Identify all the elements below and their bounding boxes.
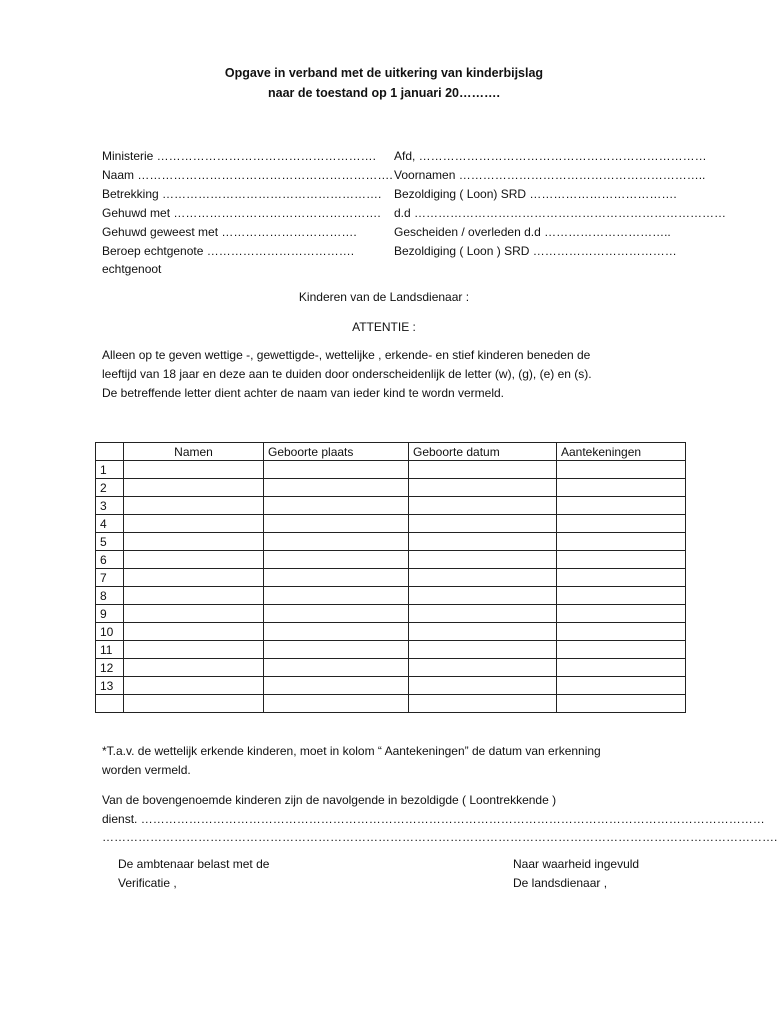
row-number: 11 [96,641,124,659]
cell-namen[interactable] [124,497,264,515]
note-line-1: *T.a.v. de wettelijk erkende kinderen, moet in kolom “ Aantekeningen” de datum van erkenning [102,744,601,758]
cell-namen[interactable] [124,623,264,641]
cell-geboorte-datum[interactable] [409,533,557,551]
cell-namen[interactable] [124,695,264,713]
cell-aantekeningen[interactable] [557,515,686,533]
table-row [96,695,686,713]
table-row [96,623,686,641]
cell-aantekeningen[interactable] [557,641,686,659]
cell-aantekeningen[interactable] [557,695,686,713]
cell-geboorte-datum[interactable] [409,695,557,713]
note-line-2: worden vermeld. [102,763,191,777]
table-header-row [96,443,686,461]
signature-left-line-2: Verificatie , [118,876,177,890]
cell-namen[interactable] [124,641,264,659]
row-number: 9 [96,605,124,623]
cell-geboorte-plaats[interactable] [264,623,409,641]
cell-geboorte-plaats[interactable] [264,605,409,623]
cell-aantekeningen[interactable] [557,659,686,677]
field-beroep-echtgenote: Beroep echtgenote ………………………………. [102,244,355,258]
field-betrekking: Betrekking ………………………………………………. [102,187,382,201]
cell-namen[interactable] [124,479,264,497]
cell-aantekeningen[interactable] [557,587,686,605]
table-row [96,677,686,695]
cell-geboorte-datum[interactable] [409,605,557,623]
cell-aantekeningen[interactable] [557,551,686,569]
cell-geboorte-plaats[interactable] [264,587,409,605]
row-number: 4 [96,515,124,533]
cell-geboorte-plaats[interactable] [264,641,409,659]
row-number: 1 [96,461,124,479]
field-naam: Naam ………………………………………………………. [102,168,393,182]
cell-geboorte-datum[interactable] [409,623,557,641]
cell-geboorte-plaats[interactable] [264,659,409,677]
signature-right-line-1: Naar waarheid ingevuld [513,857,640,871]
cell-geboorte-plaats[interactable] [264,479,409,497]
cell-aantekeningen[interactable] [557,479,686,497]
paid-line-1: Van de bovengenoemde kinderen zijn de navolgende in bezoldigde ( Loontrekkende ) [102,793,557,807]
table-row [96,479,686,497]
table-row [96,659,686,677]
cell-aantekeningen[interactable] [557,497,686,515]
cell-geboorte-plaats[interactable] [264,569,409,587]
cell-aantekeningen[interactable] [557,623,686,641]
row-number: 12 [96,659,124,677]
row-number: 6 [96,551,124,569]
row-number: 13 [96,677,124,695]
table-row [96,461,686,479]
table-row [96,641,686,659]
signature-right-line-2: De landsdienaar , [513,876,608,890]
field-ministerie: Ministerie ………………………………………………. [102,149,377,163]
header-namen: Namen [124,443,264,461]
field-gescheiden-overleden: Gescheiden / overleden d.d ………………………….. [394,225,671,239]
cell-geboorte-plaats[interactable] [264,677,409,695]
table-row [96,533,686,551]
paid-line-3: ……………………………………………………………………………………………………………………………………………………. [102,830,777,844]
table-row [96,605,686,623]
cell-aantekeningen[interactable] [557,461,686,479]
paid-line-2: dienst. ………………………………………………………………………………………………………………………………………… [102,812,765,826]
cell-namen[interactable] [124,659,264,677]
row-number: 8 [96,587,124,605]
cell-geboorte-datum[interactable] [409,677,557,695]
field-afd: Afd, ……………………………………………………………… [394,149,707,163]
field-bezoldiging-2: Bezoldiging ( Loon ) SRD ……………………………… [394,244,677,258]
header-geboorte-datum: Geboorte datum [409,443,557,461]
header-number [96,443,124,461]
cell-geboorte-plaats[interactable] [264,695,409,713]
cell-namen[interactable] [124,569,264,587]
field-gehuwd-geweest-met: Gehuwd geweest met ……………………………. [102,225,357,239]
header-aantekeningen: Aantekeningen [557,443,686,461]
instruction-line-3: De betreffende letter dient achter de naam van ieder kind te wordn vermeld. [102,386,505,400]
children-heading: Kinderen van de Landsdienaar : [298,290,470,304]
table-row [96,569,686,587]
field-dd: d.d …………………………………………………………………… [394,206,727,220]
cell-geboorte-datum[interactable] [409,659,557,677]
form-subtitle: naar de toestand op 1 januari 20………. [267,86,500,100]
field-gehuwd-met: Gehuwd met ……………………………………………. [102,206,381,220]
row-number: 3 [96,497,124,515]
cell-geboorte-plaats[interactable] [264,497,409,515]
cell-geboorte-datum[interactable] [409,479,557,497]
cell-geboorte-datum[interactable] [409,461,557,479]
cell-geboorte-datum[interactable] [409,587,557,605]
cell-geboorte-datum[interactable] [409,497,557,515]
field-bezoldiging-1: Bezoldiging ( Loon) SRD ………………………………. [394,187,677,201]
cell-namen[interactable] [124,461,264,479]
cell-geboorte-datum[interactable] [409,551,557,569]
cell-aantekeningen[interactable] [557,605,686,623]
table-row [96,587,686,605]
header-geboorte-plaats: Geboorte plaats [264,443,409,461]
cell-geboorte-datum[interactable] [409,515,557,533]
field-voornamen: Voornamen …………………………………………………….. [394,168,706,182]
cell-aantekeningen[interactable] [557,677,686,695]
instruction-line-1: Alleen op te geven wettige -, gewettigde-, wettelijke , erkende- en stief kinderen beneden de [102,348,591,362]
table-row [96,497,686,515]
cell-namen[interactable] [124,551,264,569]
cell-namen[interactable] [124,533,264,551]
row-number: 10 [96,623,124,641]
cell-geboorte-plaats[interactable] [264,515,409,533]
table-row [96,551,686,569]
cell-geboorte-datum[interactable] [409,641,557,659]
cell-geboorte-plaats[interactable] [264,551,409,569]
cell-aantekeningen[interactable] [557,569,686,587]
field-echtgenoot: echtgenoot [102,262,162,276]
cell-namen[interactable] [124,605,264,623]
cell-geboorte-plaats[interactable] [264,461,409,479]
signature-left-line-1: De ambtenaar belast met de [118,857,270,871]
cell-namen[interactable] [124,587,264,605]
form-title: Opgave in verband met de uitkering van kinderbijslag [224,66,544,80]
cell-geboorte-datum[interactable] [409,569,557,587]
cell-namen[interactable] [124,515,264,533]
cell-namen[interactable] [124,677,264,695]
attention-label: ATTENTIE : [352,320,416,334]
cell-geboorte-plaats[interactable] [264,533,409,551]
row-number: 5 [96,533,124,551]
table-row [96,515,686,533]
children-table [95,442,686,713]
instruction-line-2: leeftijd van 18 jaar en deze aan te duiden door onderscheidenlijk de letter (w), (g), (e) en (s). [102,367,592,381]
row-number [96,695,124,713]
row-number: 7 [96,569,124,587]
cell-aantekeningen[interactable] [557,533,686,551]
row-number: 2 [96,479,124,497]
